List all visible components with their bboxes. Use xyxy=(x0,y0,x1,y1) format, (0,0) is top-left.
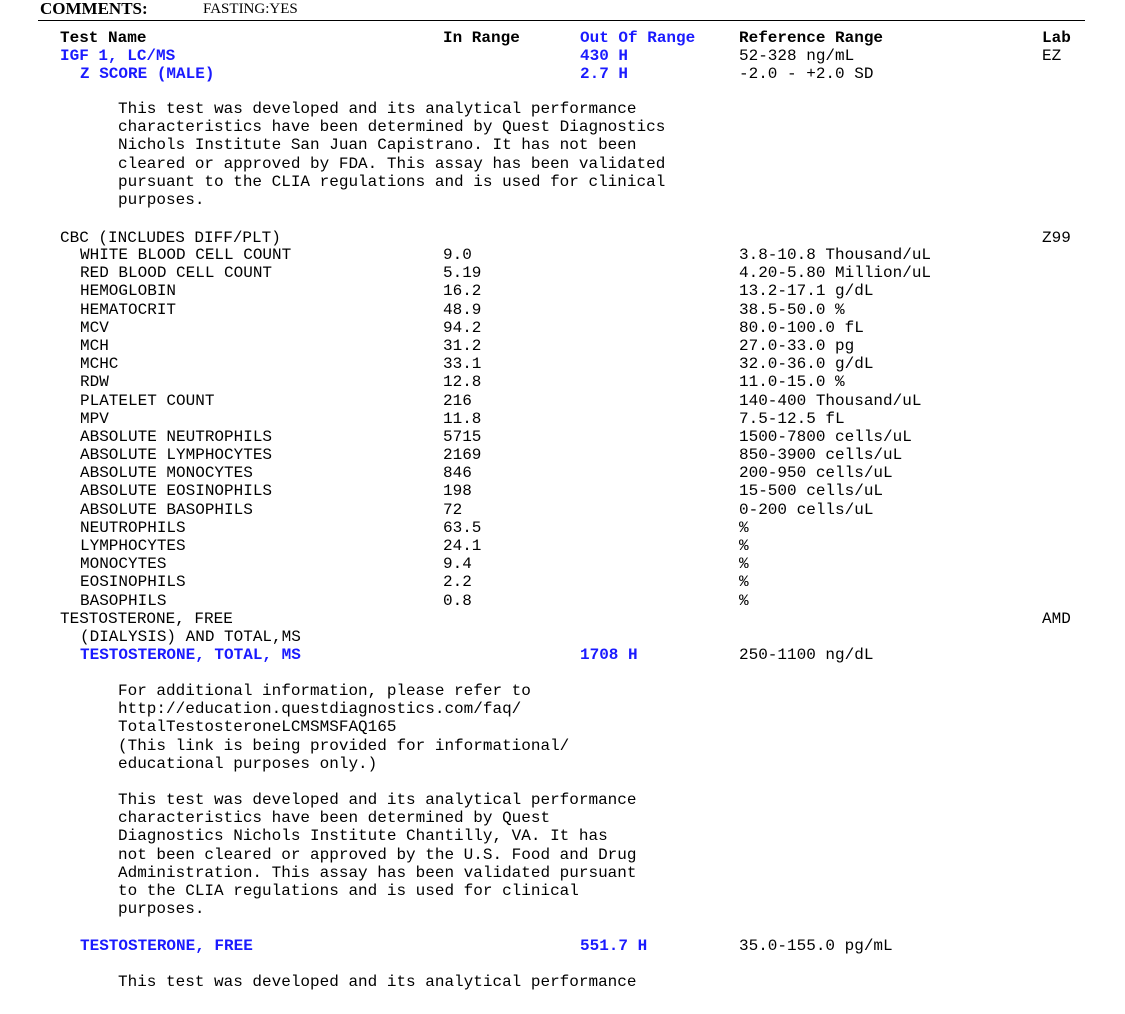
cbc-row-value: 11.8 xyxy=(443,409,482,428)
cbc-row-value: 24.1 xyxy=(443,537,482,555)
cbc-title: CBC (INCLUDES DIFF/PLT) xyxy=(60,229,281,247)
cbc-row-value: 5.19 xyxy=(443,264,482,283)
cbc-row-name: HEMATOCRIT xyxy=(80,300,177,319)
cbc-row-value: 9.4 xyxy=(443,555,472,574)
testosterone-lab: AMD xyxy=(1042,610,1071,628)
z-score-name: Z SCORE (MALE) xyxy=(80,65,215,83)
z-score-reference-range: -2.0 - +2.0 SD xyxy=(739,65,874,83)
cbc-row-range: % xyxy=(739,591,749,610)
info-line: (This link is being provided for informational/ xyxy=(118,736,570,755)
cbc-row-name: RED BLOOD CELL COUNT xyxy=(80,264,273,283)
note-line: Nichols Institute San Juan Capistrano. It has not been xyxy=(118,136,637,155)
igf-value: 430 H xyxy=(580,47,629,65)
cbc-row-range: 13.2-17.1 g/dL xyxy=(739,282,874,301)
cbc-row-value: 2.2 xyxy=(443,573,472,592)
cbc-row-name: BASOPHILS xyxy=(80,591,167,610)
note-line: characteristics have been determined by Quest Diagnostics xyxy=(118,118,666,137)
cbc-row-name: HEMOGLOBIN xyxy=(80,282,177,301)
cbc-row-range: 0-200 cells/uL xyxy=(739,500,874,519)
cbc-row-name: NEUTROPHILS xyxy=(80,518,186,537)
igf-test-name: IGF 1, LC/MS xyxy=(60,47,176,65)
info-link[interactable]: http://education.questdiagnostics.com/faq/ xyxy=(118,700,522,719)
note-line: Administration. This assay has been validated pursuant xyxy=(118,863,637,882)
cbc-lab: Z99 xyxy=(1042,229,1071,247)
note-line: not been cleared or approved by the U.S. Food and Drug xyxy=(118,845,637,864)
note-line: This test was developed and its analytical performance xyxy=(118,791,637,809)
cbc-row-value: 63.5 xyxy=(443,518,482,537)
cbc-row-name: ABSOLUTE NEUTROPHILS xyxy=(80,427,273,446)
cbc-row-value: 94.2 xyxy=(443,318,482,337)
igf-lab: EZ xyxy=(1042,47,1062,65)
testosterone-total-name: TESTOSTERONE, TOTAL, MS xyxy=(80,646,301,664)
testosterone-note xyxy=(118,791,636,918)
note-line: characteristics have been determined by Quest xyxy=(118,809,551,828)
cbc-row-range: 15-500 cells/uL xyxy=(739,482,884,501)
cbc-row-range: 200-950 cells/uL xyxy=(739,464,893,483)
cbc-row-name: MCHC xyxy=(80,355,119,374)
cbc-row-name: MONOCYTES xyxy=(80,555,167,574)
note-line: cleared or approved by FDA. This assay has been validated xyxy=(118,154,666,173)
cbc-row-value: 33.1 xyxy=(443,355,482,374)
note-line: Diagnostics Nichols Institute Chantilly, VA. It has xyxy=(118,827,608,846)
note-line: This test was developed and its analytical performance xyxy=(118,100,637,118)
z-score-value: 2.7 H xyxy=(580,65,629,83)
cbc-row-name: EOSINOPHILS xyxy=(80,573,186,592)
cbc-row-name: ABSOLUTE LYMPHOCYTES xyxy=(80,446,273,465)
cbc-row-range: 38.5-50.0 % xyxy=(739,300,845,319)
cbc-row-name: WHITE BLOOD CELL COUNT xyxy=(80,246,292,264)
cbc-row-range: 80.0-100.0 fL xyxy=(739,318,864,337)
testosterone-info xyxy=(118,682,569,773)
note-line: to the CLIA regulations and is used for clinical xyxy=(118,882,579,901)
cbc-row-value: 31.2 xyxy=(443,336,482,355)
cbc-row-value: 12.8 xyxy=(443,373,482,392)
testosterone-free-name: TESTOSTERONE, FREE xyxy=(80,937,253,955)
cbc-row-name: LYMPHOCYTES xyxy=(80,537,186,555)
cbc-row-range: 1500-7800 cells/uL xyxy=(739,427,912,446)
note-line: purposes. xyxy=(118,191,205,210)
cbc-row-range: 27.0-33.0 pg xyxy=(739,336,855,355)
header-out-of-range: Out Of Range xyxy=(580,29,696,47)
cbc-row-value: 846 xyxy=(443,464,472,483)
testosterone-total-value: 1708 H xyxy=(580,646,638,664)
cbc-row-value: 5715 xyxy=(443,427,482,446)
cbc-row-value: 16.2 xyxy=(443,282,482,301)
cbc-row-name: PLATELET COUNT xyxy=(80,391,215,410)
cbc-row-range: 140-400 Thousand/uL xyxy=(739,391,922,410)
header-test-name: Test Name xyxy=(60,29,147,47)
header-in-range: In Range xyxy=(443,29,520,47)
note-line: pursuant to the CLIA regulations and is used for clinical xyxy=(118,172,666,191)
cbc-row-range: % xyxy=(739,555,749,574)
cbc-ranges-column xyxy=(739,246,931,610)
cbc-row-range: 850-3900 cells/uL xyxy=(739,446,903,465)
info-line: For additional information, please refer to xyxy=(118,682,531,700)
testosterone-subtitle: (DIALYSIS) AND TOTAL,MS xyxy=(80,628,301,646)
cbc-row-name: RDW xyxy=(80,373,109,392)
cbc-row-value: 9.0 xyxy=(443,246,472,264)
testosterone-title: TESTOSTERONE, FREE xyxy=(60,610,233,628)
cbc-values-column xyxy=(443,246,481,610)
cbc-row-name: ABSOLUTE BASOPHILS xyxy=(80,500,253,519)
testosterone-free-range: 35.0-155.0 pg/mL xyxy=(739,937,893,955)
cbc-names-column xyxy=(80,246,291,610)
cbc-row-range: 3.8-10.8 Thousand/uL xyxy=(739,246,932,264)
note-line: purposes. xyxy=(118,900,205,919)
cbc-row-value: 2169 xyxy=(443,446,482,465)
cbc-row-name: ABSOLUTE EOSINOPHILS xyxy=(80,482,273,501)
cbc-row-value: 48.9 xyxy=(443,300,482,319)
cbc-row-range: 32.0-36.0 g/dL xyxy=(739,355,874,374)
info-line: educational purposes only.) xyxy=(118,754,378,773)
header-lab: Lab xyxy=(1042,29,1071,47)
cbc-row-range: 4.20-5.80 Million/uL xyxy=(739,264,932,283)
cbc-row-value: 0.8 xyxy=(443,591,472,610)
cbc-row-range: 11.0-15.0 % xyxy=(739,373,845,392)
header-divider xyxy=(38,20,1085,21)
info-link[interactable]: TotalTestosteroneLCMSMSFAQ165 xyxy=(118,718,397,737)
header-reference-range: Reference Range xyxy=(739,29,884,47)
cbc-row-name: MPV xyxy=(80,409,109,428)
comments-label: COMMENTS: xyxy=(40,0,148,18)
igf-note xyxy=(118,100,665,209)
comments-value: FASTING:YES xyxy=(203,1,298,17)
cbc-row-range: 7.5-12.5 fL xyxy=(739,409,845,428)
cbc-row-range: % xyxy=(739,537,749,555)
cbc-row-value: 198 xyxy=(443,482,472,501)
cbc-row-range: % xyxy=(739,573,749,592)
trailing-note-line: This test was developed and its analytical performance xyxy=(118,973,637,991)
cbc-row-value: 216 xyxy=(443,391,472,410)
testosterone-free-value: 551.7 H xyxy=(580,937,648,955)
cbc-row-range: % xyxy=(739,518,749,537)
cbc-row-value: 72 xyxy=(443,500,463,519)
igf-reference-range: 52-328 ng/mL xyxy=(739,47,855,65)
testosterone-total-range: 250-1100 ng/dL xyxy=(739,646,874,664)
cbc-row-name: MCH xyxy=(80,336,109,355)
cbc-row-name: ABSOLUTE MONOCYTES xyxy=(80,464,253,483)
cbc-row-name: MCV xyxy=(80,318,109,337)
